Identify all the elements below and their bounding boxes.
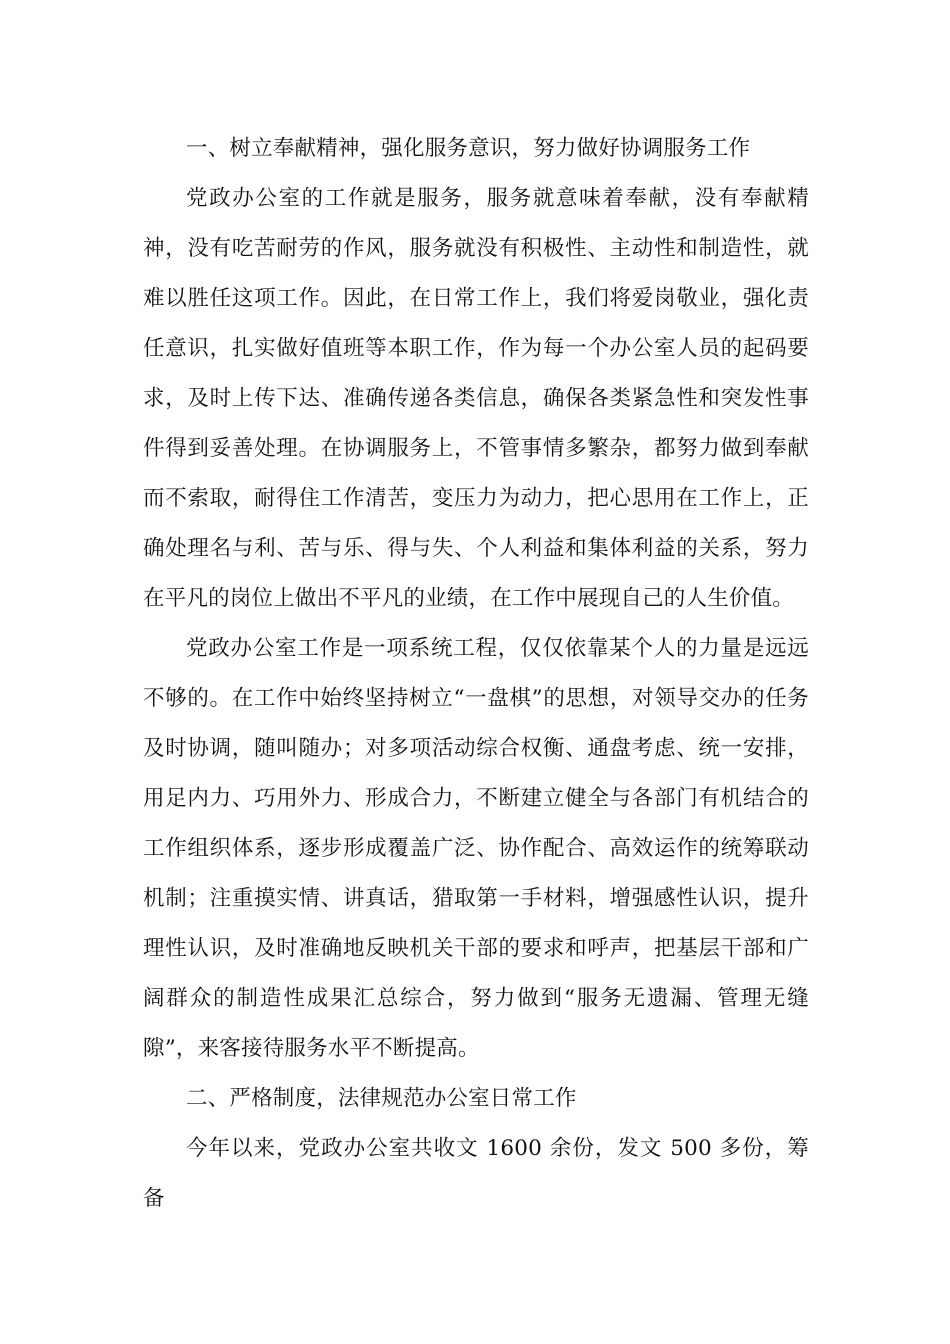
paragraph-3: 今年以来，党政办公室共收文 1600 余份，发文 500 多份，筹备 [143,1136,809,1211]
section-heading-1: 一、树立奉献精神，强化服务意识，努力做好协调服务工作 [186,136,751,161]
section-heading-2: 二、严格制度，法律规范办公室日常工作 [186,1086,577,1111]
paragraph-2: 党政办公室工作是一项系统工程，仅仅依靠某个人的力量是远远不够的。在工作中始终坚持树立“一盘棋”的思想，对领导交办的任务及时协调，随叫随办；对多项活动综合权衡、通盘考虑、统一安排，用足内力、巧用外力、形成合力，不断建立健全与各部门有机结合的工作组织体系，逐步形成覆盖广泛、协作配合、高效运作的统筹联动机制；注重摸实情、讲真话，猎取第一手材料，增强感性认识，提升理性认识，及时准确地反映机关干部的要求和呼声，把基层干部和广阔群众的制造性成果汇总综合，努力做到“服务无遗漏、管理无缝隙”，来客接待服务水平不断提高。 [143,636,809,1061]
document-body [143,124,809,1224]
paragraph-1: 党政办公室的工作就是服务，服务就意味着奉献，没有奉献精神，没有吃苦耐劳的作风，服务就没有积极性、主动性和制造性，就难以胜任这项工作。因此，在日常工作上，我们将爱岗敬业，强化责任意识，扎实做好值班等本职工作，作为每一个办公室人员的起码要求，及时上传下达、准确传递各类信息，确保各类紧急性和突发性事件得到妥善处理。在协调服务上，不管事情多繁杂，都努力做到奉献而不索取，耐得住工作清苦，变压力为动力，把心思用在工作上，正确处理名与利、苦与乐、得与失、个人利益和集体利益的关系，努力在平凡的岗位上做出不平凡的业绩，在工作中展现自己的人生价值。 [143,186,809,611]
